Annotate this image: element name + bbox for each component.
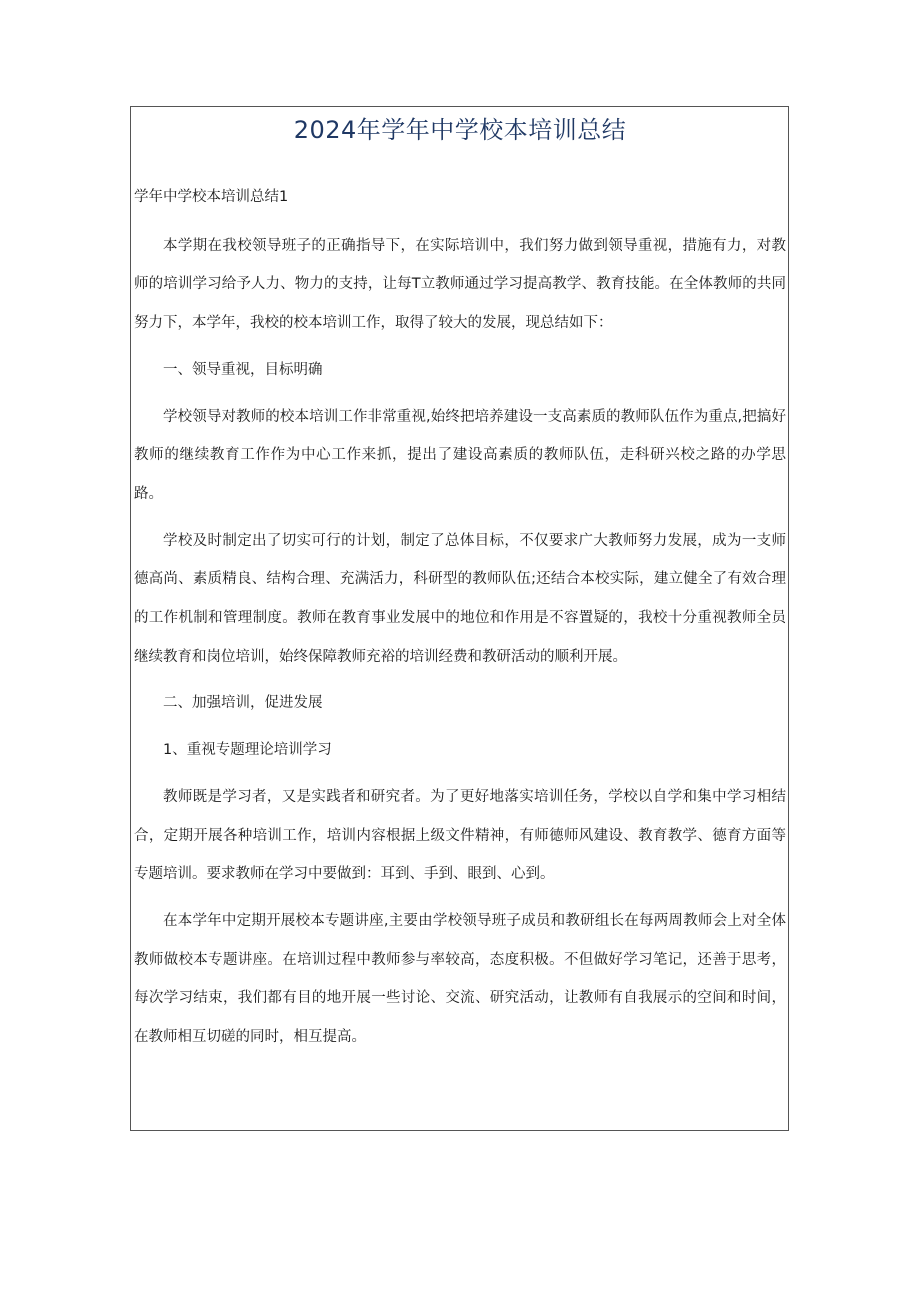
body-paragraph-plan: 学校及时制定出了切实可行的计划，制定了总体目标，不仅要求广大教师努力发展，成为一支师德高尚、素质精良、结构合理、充满活力，科研型的教师队伍;还结合本校实际，建立健全了有效合理的工作机制和管理制度。教师在教育事业发展中的地位和作用是不容置疑的，我校十分重视教师全员继续教育和岗位培训，始终保障教师充裕的培训经费和教研活动的顺利开展。 [134, 532, 786, 665]
section-subtitle: 学年中学校本培训总结1 [134, 189, 289, 205]
body-paragraph-theory: 教师既是学习者，又是实践者和研究者。为了更好地落实培训任务，学校以自学和集中学习相结合，定期开展各种培训工作，培训内容根据上级文件精神，有师德师风建设、教育教学、德育方面等专题培训。要求教师在学习中要做到：耳到、手到、眼到、心到。 [134, 788, 786, 883]
document-body [134, 178, 786, 1065]
body-paragraph-intro: 本学期在我校领导班子的正确指导下，在实际培训中，我们努力做到领导重视，措施有力，对教师的培训学习给予人力、物力的支持，让每T立教师通过学习提高教学、教育技能。在全体教师的共同努力下，本学年，我校的校本培训工作，取得了较大的发展，现总结如下： [134, 237, 786, 332]
section-heading-leadership: 一、领导重视，目标明确 [163, 361, 323, 378]
document-title: 2024年学年中学校本培训总结 [293, 116, 627, 144]
body-paragraph-lectures: 在本学年中定期开展校本专题讲座,主要由学校领导班子成员和教研组长在每两周教师会上对全体教师做校本专题讲座。在培训过程中教师参与率较高，态度积极。不但做好学习笔记，还善于思考，每次学习结束，我们都有目的地开展一些讨论、交流、研究活动，让教师有自我展示的空间和时间，在教师相互切磋的同时，相互提高。 [134, 912, 786, 1046]
body-paragraph-leadership: 学校领导对教师的校本培训工作非常重视,始终把培养建设一支高素质的教师队伍作为重点,把搞好教师的继续教育工作作为中心工作来抓，提出了建设高素质的教师队伍，走科研兴校之路的办学思路。 [134, 408, 786, 502]
section-heading-training: 二、加强培训，促进发展 [163, 695, 323, 712]
subsection-heading-theory: 1、重视专题理论培训学习 [163, 742, 332, 759]
